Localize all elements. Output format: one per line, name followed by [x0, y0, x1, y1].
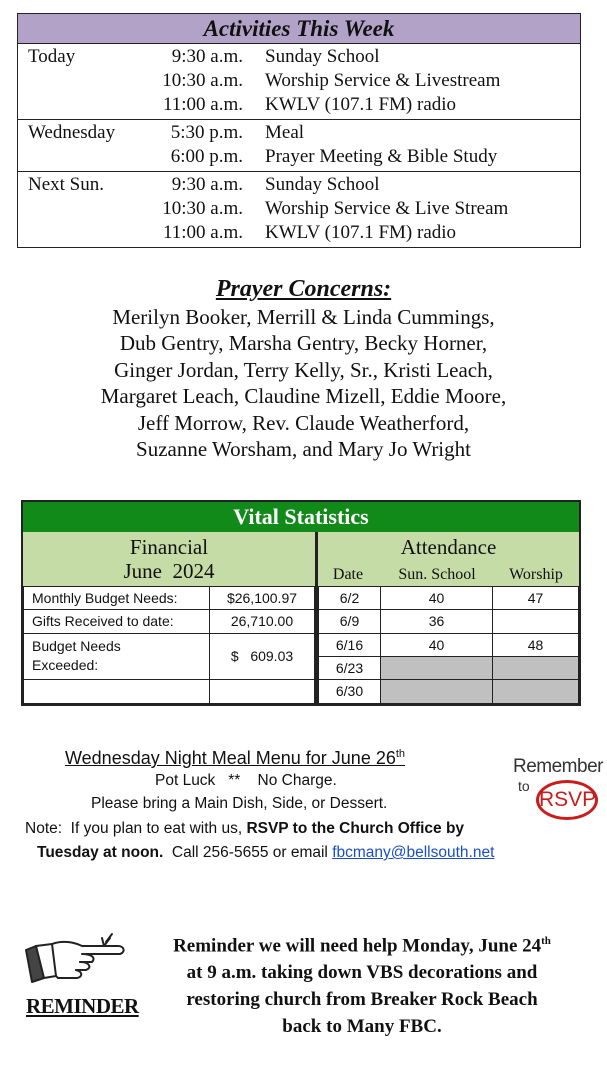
att-sunday-school [380, 679, 493, 704]
activity-event: Meal [265, 122, 305, 143]
activity-row [18, 69, 580, 93]
activity-row [18, 197, 580, 221]
att-date: 6/30 [318, 679, 381, 704]
activity-row [18, 93, 580, 117]
att-worship: 47 [492, 586, 579, 610]
financial-period: June 2024 [123, 559, 215, 583]
meal-deadline-bold: Tuesday at noon. [37, 844, 164, 861]
prayer-title: Prayer Concerns: [215, 276, 392, 302]
exceeded-label [23, 633, 210, 680]
prayer-line: Ginger Jordan, Terry Kelly, Sr., Kristi Leach, [114, 357, 493, 382]
financial-header [23, 532, 315, 586]
activity-time: 11:00 a.m. [162, 222, 243, 243]
budget-value: $26,100.97 [209, 586, 315, 610]
prayer-line: Merilyn Booker, Merrill & Linda Cummings, [112, 305, 495, 329]
exceeded-label-line: Budget Needs [32, 638, 121, 654]
activities-table [17, 13, 581, 248]
prayer-line: Margaret Leach, Claudine Mizell, Eddie Moore, [100, 384, 507, 409]
prayer-line: Suzanne Worsham, and Mary Jo Wright [136, 437, 471, 462]
reminder-line: back to Many FBC. [282, 1016, 442, 1038]
gifts-value: 26,710.00 [209, 609, 315, 634]
activity-row [18, 221, 580, 245]
activity-group-next-sunday [18, 172, 580, 247]
reminder-word: REMINDER [26, 994, 139, 1018]
exceeded-label-line: Exceeded: [32, 657, 99, 673]
meal-rsvp-bold: RSVP to the Church Office by [246, 820, 465, 837]
activity-row [18, 145, 580, 169]
budget-label: Monthly Budget Needs: [23, 586, 210, 610]
reminder-line: at 9 a.m. taking down VBS decorations and [186, 962, 538, 984]
activity-event: Prayer Meeting & Bible Study [265, 146, 498, 167]
att-sunday-school: 40 [380, 633, 493, 657]
empty-cell [209, 679, 315, 704]
meal-line-4 [37, 842, 494, 864]
meal-line-4-text: Call 256-5655 or email [163, 844, 333, 861]
attendance-label: Attendance [400, 535, 497, 559]
col-date: Date [332, 566, 364, 583]
activity-event: Sunday School [265, 46, 380, 67]
reminder-line: restoring church from Breaker Rock Beach [186, 989, 538, 1011]
vital-statistics [21, 500, 581, 706]
reminder-line-1: Reminder we will need help Monday, June 24 [173, 935, 542, 957]
col-worship: Worship [509, 566, 563, 583]
activity-time: 9:30 a.m. [171, 174, 243, 195]
meal-line-2: Please bring a Main Dish, Side, or Dessert. [91, 795, 388, 812]
financial-label: Financial [129, 535, 209, 559]
activity-day: Next Sun. [28, 174, 104, 195]
reminder-line [140, 928, 584, 959]
activity-time: 5:30 p.m. [170, 122, 243, 143]
email-link[interactable]: fbcmany@bellsouth.net [332, 844, 495, 861]
att-worship [492, 656, 579, 680]
activity-row [18, 45, 580, 69]
activity-event: Worship Service & Livestream [265, 70, 501, 91]
activity-time: 10:30 a.m. [162, 70, 243, 91]
reminder-line-1-sup: th [541, 935, 551, 947]
activity-time: 6:00 p.m. [170, 146, 243, 167]
att-sunday-school: 40 [380, 586, 493, 610]
meal-title-sup: th [395, 748, 406, 760]
activity-time: 10:30 a.m. [162, 198, 243, 219]
meal-title-text: Wednesday Night Meal Menu for June 26 [65, 748, 396, 768]
rsvp-oval: RSVP [536, 780, 598, 820]
att-worship [492, 609, 579, 634]
activities-title: Activities This Week [18, 14, 580, 44]
reminder-text [140, 928, 584, 1040]
activity-event: Worship Service & Live Stream [265, 198, 509, 219]
meal-line-3 [25, 818, 464, 840]
reminder-art [22, 932, 139, 1032]
att-worship [492, 679, 579, 704]
meal-title [65, 742, 405, 770]
att-worship: 48 [492, 633, 579, 657]
rsvp-to-text: to [518, 778, 530, 794]
rsvp-badge [510, 756, 602, 826]
activity-row [18, 173, 580, 197]
att-date: 6/16 [318, 633, 381, 657]
att-sunday-school [380, 656, 493, 680]
activity-time: 11:00 a.m. [162, 94, 243, 115]
activity-day: Today [28, 46, 76, 67]
activity-row [18, 121, 580, 145]
vital-title: Vital Statistics [23, 502, 579, 532]
activity-day: Wednesday [28, 122, 116, 143]
attendance-header [318, 532, 579, 586]
activity-event: Sunday School [265, 174, 380, 195]
prayer-concerns [0, 274, 607, 462]
exceeded-value: $ 609.03 [209, 633, 315, 680]
gifts-label: Gifts Received to date: [23, 609, 210, 634]
prayer-line: Jeff Morrow, Rev. Claude Weatherford, [137, 410, 470, 435]
activity-group-wednesday [18, 120, 580, 172]
activity-time: 9:30 a.m. [171, 46, 243, 67]
att-sunday-school: 36 [380, 609, 493, 634]
rsvp-remember-text: Remember [513, 756, 603, 777]
att-date: 6/2 [318, 586, 381, 610]
att-date: 6/9 [318, 609, 381, 634]
activity-event: KWLV (107.1 FM) radio [265, 94, 457, 115]
meal-line-3-text: Note: If you plan to eat with us, [25, 820, 247, 837]
col-sunday-school: Sun. School [398, 566, 476, 583]
meal-line-1: Pot Luck ** No Charge. [155, 772, 337, 789]
activity-event: KWLV (107.1 FM) radio [265, 222, 457, 243]
prayer-line: Dub Gentry, Marsha Gentry, Becky Horner, [119, 331, 488, 356]
pointing-hand-icon [22, 932, 134, 994]
att-date: 6/23 [318, 656, 381, 680]
activity-group-today [18, 44, 580, 120]
empty-cell [23, 679, 210, 704]
